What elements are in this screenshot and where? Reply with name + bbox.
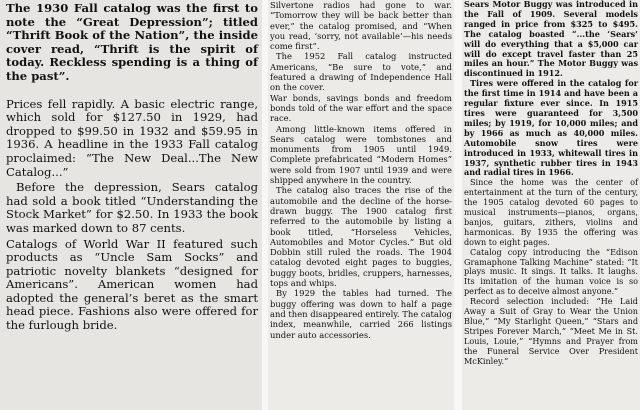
column-gap	[454, 0, 462, 410]
paragraph: Prices fell rapidly. A basic electric range, which sold for $127.50 in 1929, had dropped to $99.50 in 1932 and $59.95 in 1936. A headline in the 1933 Fall catalog proclaimed: “The New Deal...The New Catalog...”	[6, 96, 258, 179]
paragraph: Catalogs of World War II featured such products as “Uncle Sam Socks” and patriotic novelty blankets “designed for Americans”. American women had adopted the general’s beret as the smart head piece. Fashions also were offered for the furlough bride.	[6, 236, 258, 333]
paragraph: The catalog also traces the rise of the automobile and the decline of the horse-drawn buggy. The 1900 catalog first referred to the automobile by listing a book titled, “Horseless Vehicles, Automobiles and Motor Cycles.” But old Dobbin still ruled the roads. The 1904 catalog devoted eight pages to buggies, buggy boots, bridles, cruppers, harnesses, tops and whips.	[270, 185, 452, 289]
paragraph: Among little-known items offered in Sears catalog were tombstones and monuments from 1905 until 1949. Complete prefabricated “Modern Homes” were sold from 1907 until 1939 and were shipped anywhere in the country.	[270, 123, 452, 186]
paragraph: Sears Motor Buggy was introduced in the Fall of 1909. Several models ranged in price from $325 to $495. The catalog boasted “...the ‘Sears’ will do everything that a $5,000 car will do except travel faster than 25 miles an hour.” The Motor Buggy was discontinued in 1912.	[464, 0, 638, 79]
article-column-left	[0, 0, 262, 410]
paragraph: Tires were offered in the catalog for the first time in 1914 and have been a regular fixture ever since. In 1915 tires were guaranteed for 3,500 miles; by 1919, for 10,000 miles; and by 1966 as much as 40,000 miles. Automobile snow tires were introduced in 1933, whitewall tires in 1937, synthetic rubber tires in 1943 and radial tires in 1966.	[464, 78, 638, 178]
paragraph: Before the depression, Sears catalog had sold a book titled “Understanding the Stock Market” for $2.50. In 1933 the book was marked down to 87 cents.	[6, 180, 258, 235]
paragraph: Silvertone radios had gone to war. “Tomorrow they will be back better than ever,” the catalog promised, and “When you read, ‘sorry, not available’—his needs come first”.	[270, 0, 452, 52]
article-column-middle	[268, 0, 454, 410]
paragraph: Record selection included: “He Laid Away a Suit of Gray to Wear the Union Blue,” “My Starlight Queen,” “Stars and Stripes Forever March,” “Meet Me in St. Louis, Louie,” “Hymns and Prayer from the Funeral Service Over President McKinley.”	[464, 296, 638, 366]
paragraph: War bonds, savings bonds and freedom bonds told of the war effort and the space race.	[270, 92, 452, 124]
paragraph: By 1929 the tables had turned. The buggy offering was down to half a page and then disappeared entirely. The catalog index, meanwhile, carried 266 listings under auto accessories.	[270, 288, 452, 340]
paragraph: Since the home was the center of entertainment at the turn of the century, the 1905 catalog devoted 60 pages to musical instruments—pianos, organs, banjos, guitars, zithers, violins and harmonicas. By 1935 the offering was down to eight pages.	[464, 177, 638, 247]
paragraph: Catalog copy introducing the “Edison Gramaphone Talking Machine” stated: “It plays music. It sings. It talks. It laughs. Its imitation of the human voice is so perfect as to deceive almost anyone.”	[464, 246, 638, 297]
paragraph: The 1952 Fall catalog instructed Americans, “Be sure to vote,” and featured a drawing of Independence Hall on the cover.	[270, 51, 452, 93]
paragraph: The 1930 Fall catalog was the first to note the “Great Depression”; titled “Thrift Book of the Nation”, the inside cover read, “Thrift is the spirit of today. Reckless spending is a thing of the past”.	[6, 1, 258, 83]
article-column-right	[462, 0, 640, 410]
